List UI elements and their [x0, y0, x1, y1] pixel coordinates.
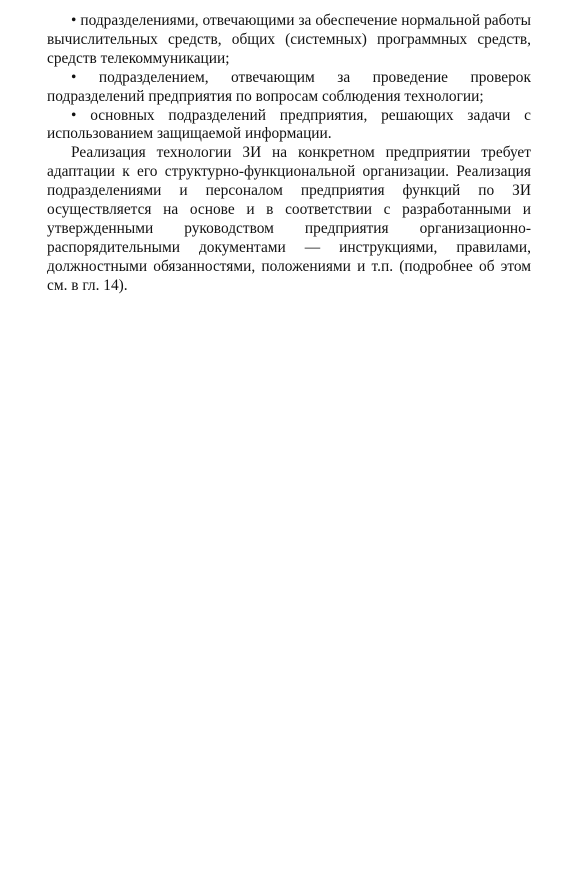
bullet-item-3	[47, 107, 531, 145]
bullet-text: подразделением, отвечающим за проведение проверок подразделений предприятия по вопросам соблюдения технологии;	[47, 68, 531, 105]
bullet-marker: •	[71, 68, 77, 86]
body-paragraph: Реализация технологии ЗИ на конкретном предприятии требует адаптации к его структурно-функциональной организации. Реализация подразделениями и персоналом предприятия функций по ЗИ осуществляется на основе и в соответствии с разработанными и утвержденными руководством предприятия организационно-распорядительными документами — инструкциями, правилами, должностными обязанностями, положениями и т.п. (подробнее об этом см. в гл. 14).	[47, 144, 531, 294]
bullet-marker: •	[71, 106, 77, 124]
document-page	[47, 12, 531, 296]
bullet-marker: •	[71, 12, 77, 29]
bullet-item-1	[47, 12, 531, 69]
bullet-text: основных подразделений предприятия, решающих задачи с использованием защищаемой информации.	[47, 106, 531, 143]
bullet-item-2	[47, 69, 531, 107]
bullet-text: подразделениями, отвечающими за обеспечение нормальной работы вычислительных средств, общих (системных) программных средств, средств телекоммуникации;	[47, 12, 531, 67]
